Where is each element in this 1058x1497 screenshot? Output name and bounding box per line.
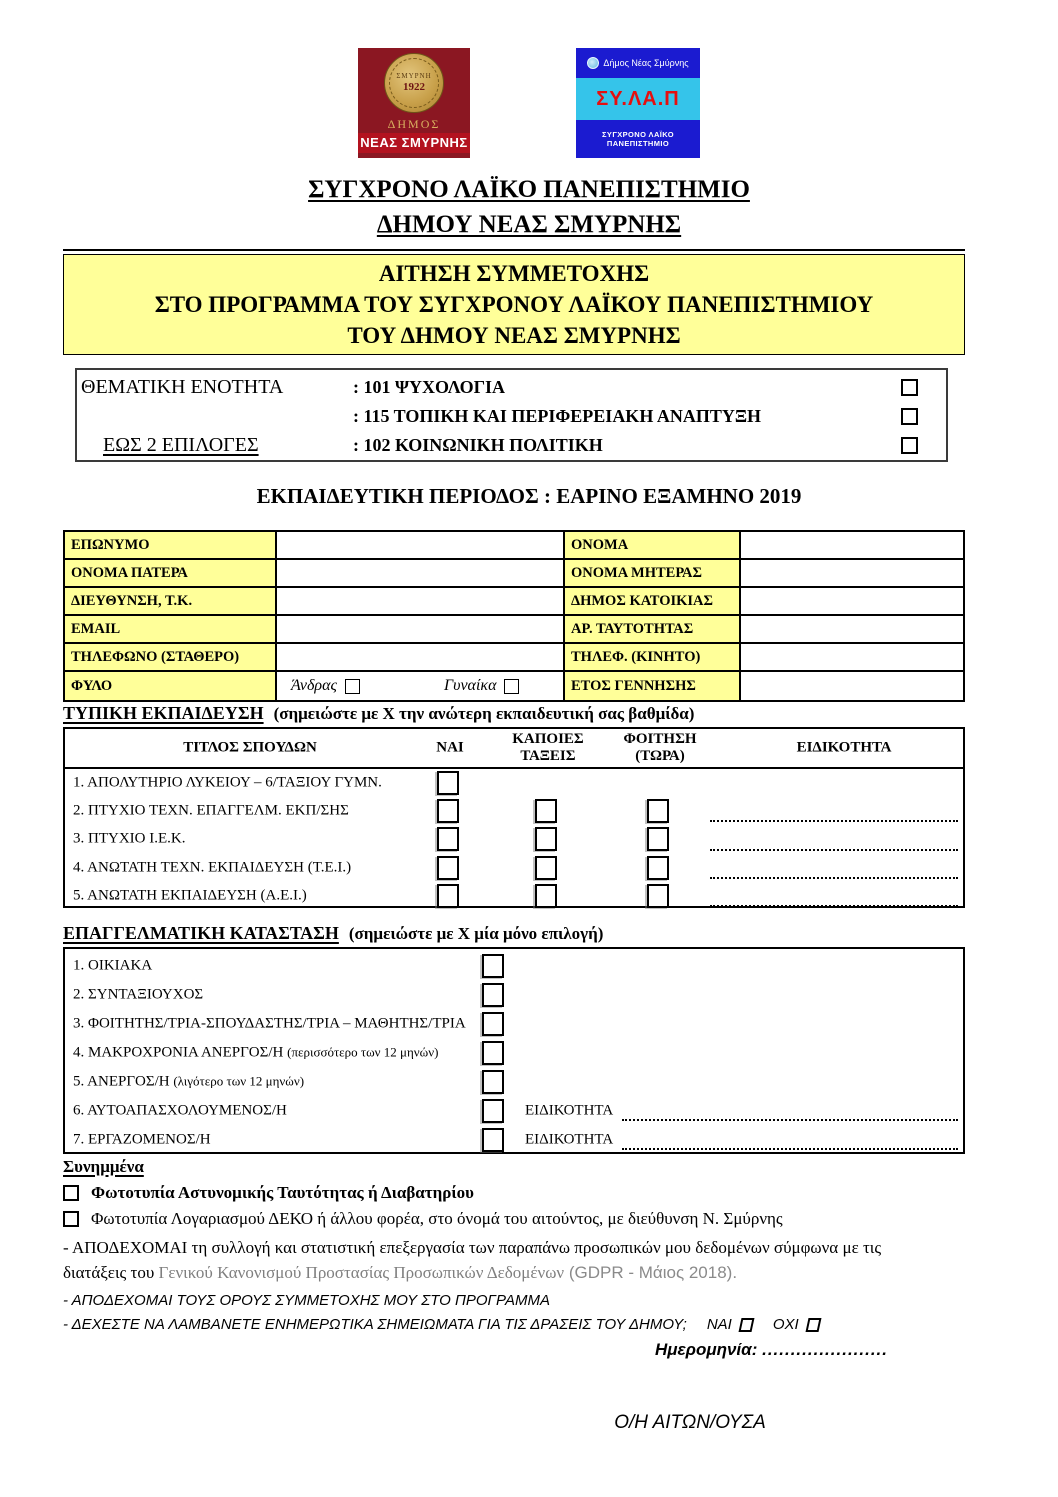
sylap-emblem-icon xyxy=(587,57,599,69)
thematic-option-text: : 115 ΤΟΠΙΚΗ ΚΑΙ ΠΕΡΙΦΕΡΕΙΑΚΗ ΑΝΑΠΤΥΞΗ xyxy=(353,406,762,426)
thematic-option-checkbox[interactable] xyxy=(901,379,918,396)
thematic-section-box xyxy=(75,368,948,462)
occupation-title-hint: (σημειώστε με Χ μία μόνο επιλογή) xyxy=(348,924,604,943)
occupation-row-note: (λιγότερο των 12 μηνών) xyxy=(173,1073,305,1088)
personal-input-cell[interactable] xyxy=(741,588,963,616)
personal-field-label: ΕΠΩΝΥΜΟ xyxy=(65,532,277,560)
gdpr-text-part1: - ΑΠΟΔΕΧΟΜΑΙ τη συλλογή και στατιστική επεξεργασία των παραπάνω προσωπικών μου δεδομένων σύμφωνα με τις διατάξεις του xyxy=(63,1238,882,1282)
education-yes-checkbox[interactable] xyxy=(437,856,459,880)
sylap-logo-acronym: ΣΥ.ΛΑ.Π xyxy=(576,78,700,120)
occupation-checkbox[interactable] xyxy=(482,983,504,1007)
terms-consent-text: - ΑΠΟΔΕΧΟΜΑΙ ΤΟΥΣ ΟΡΟΥΣ ΣΥΜΜΕΤΟΧΗΣ ΜΟΥ ΣΤΟ ΠΡΟΓΡΑΜΜΑ xyxy=(63,1292,550,1309)
gender-female-label: Γυναίκα xyxy=(444,677,497,694)
occupation-row-note: (περισσότερο των 12 μηνών) xyxy=(287,1044,439,1059)
personal-field-label: EMAIL xyxy=(65,616,277,644)
education-header-some-classes: ΚΑΠΟΙΕΣ ΤΑΞΕΙΣ xyxy=(512,730,584,764)
thematic-option-text: : 102 ΚΟΙΝΩΝΙΚΗ ΠΟΛΙΤΙΚΗ xyxy=(353,435,603,455)
personal-field-label: ΔΗΜΟΣ ΚΑΤΟΙΚΙΑΣ xyxy=(565,588,741,616)
sylap-logo-header xyxy=(576,48,700,78)
thematic-option-checkbox[interactable] xyxy=(901,437,918,454)
thematic-option-row xyxy=(77,402,946,431)
education-row-label: 1. ΑΠΟΛΥΤΗΡΙΟ ΛΥΚΕΙΟΥ – 6/ΤΑΞΙΟΥ ΓΥΜΝ. xyxy=(73,774,382,791)
occupation-specialty-label: ΕΙΔΙΚΟΤΗΤΑ xyxy=(525,1131,614,1147)
personal-field-label: ΦΥΛΟ xyxy=(65,672,277,700)
sylap-logo-municipality: Δήμος Νέας Σμύρνης xyxy=(603,58,689,68)
education-row-label: 3. ΠΤΥΧΙΟ Ι.Ε.Κ. xyxy=(73,830,186,847)
date-label: Ημερομηνία: xyxy=(655,1340,758,1359)
occupation-row-label: 1. ΟΙΚΙΑΚΑ xyxy=(73,957,153,973)
personal-input-cell[interactable] xyxy=(277,616,565,644)
occupation-checkbox[interactable] xyxy=(482,1070,504,1094)
education-table-header xyxy=(65,729,963,769)
application-box-line1: ΑΙΤΗΣΗ ΣΥΜΜΕΤΟΧΗΣ xyxy=(378,261,650,286)
personal-field-label: ΤΗΛΕΦΩΝΟ (ΣΤΑΘΕΡΟ) xyxy=(65,644,277,672)
occupation-row xyxy=(65,980,963,1009)
newsletter-no-label: ΟΧΙ xyxy=(772,1316,799,1333)
attachment-id-label: Φωτοτυπία Αστυνομικής Ταυτότητας ή Διαβατηρίου xyxy=(91,1183,474,1202)
education-title-text: ΤΥΠΙΚΗ ΕΚΠΑΙΔΕΥΣΗ xyxy=(63,703,264,723)
gender-input-cell xyxy=(277,672,565,700)
occupation-title-text: ΕΠΑΓΓΕΛΜΑΤΙΚΗ ΚΑΤΑΣΤΑΣΗ xyxy=(63,923,339,943)
newsletter-yes-checkbox[interactable] xyxy=(738,1318,754,1332)
municipality-logo-line2: ΝΕΑΣ ΣΜΥΡΝΗΣ xyxy=(358,133,470,153)
occupation-checkbox[interactable] xyxy=(482,1128,504,1152)
thematic-option-checkbox[interactable] xyxy=(901,408,918,425)
education-header-attending: ΦΟΙΤΗΣΗ (ΤΩΡΑ) xyxy=(623,730,697,764)
occupation-checkbox[interactable] xyxy=(482,1041,504,1065)
specialty-dotted-line[interactable] xyxy=(710,849,958,851)
occupation-specialty-label: ΕΙΔΙΚΟΤΗΤΑ xyxy=(525,1102,614,1118)
occupation-row-label: 7. ΕΡΓΑΖΟΜΕΝΟΣ/Η xyxy=(73,1131,211,1147)
newsletter-question: - ΔΕΧΕΣΤΕ ΝΑ ΛΑΜΒΑΝΕΤΕ ΕΝΗΜΕΡΩΤΙΚΑ ΣΗΜΕΙΩΜΑΤΑ ΓΙΑ ΤΙΣ ΔΡΑΣΕΙΣ ΤΟΥ ΔΗΜΟΥ; xyxy=(63,1316,687,1333)
occupation-checkbox[interactable] xyxy=(482,954,504,978)
occupation-checkbox[interactable] xyxy=(482,1099,504,1123)
attachment-id-checkbox[interactable] xyxy=(63,1185,79,1201)
education-attending-checkbox[interactable] xyxy=(647,827,669,851)
attachments-section xyxy=(63,1157,965,1333)
education-yes-checkbox[interactable] xyxy=(437,884,459,908)
education-some-classes-checkbox[interactable] xyxy=(535,884,557,908)
page-title-line1: ΣΥΓΧΡΟΝΟ ΛΑΪΚΟ ΠΑΝΕΠΙΣΤΗΜΙΟ xyxy=(308,176,750,203)
education-header-degree: ΤΙΤΛΟΣ ΣΠΟΥΔΩΝ xyxy=(183,739,317,756)
thematic-option-row xyxy=(77,373,946,402)
thematic-section-label: ΘΕΜΑΤΙΚΗ ΕΝΟΤΗΤΑ xyxy=(81,376,284,398)
education-row-label: 2. ΠΤΥΧΙΟ ΤΕΧΝ. ΕΠΑΓΓΕΛΜ. ΕΚΠ/ΣΗΣ xyxy=(73,802,349,819)
personal-input-cell[interactable] xyxy=(741,616,963,644)
specialty-dotted-line[interactable] xyxy=(710,820,958,822)
education-attending-checkbox[interactable] xyxy=(647,856,669,880)
personal-field-label: ΟΝΟΜΑ ΜΗΤΕΡΑΣ xyxy=(565,560,741,588)
personal-field-label: ΔΙΕΥΘΥΝΣΗ, Τ.Κ. xyxy=(65,588,277,616)
occupation-row-label: 2. ΣΥΝΤΑΞΙΟΥΧΟΣ xyxy=(73,986,204,1002)
occupation-row xyxy=(65,1038,963,1067)
education-attending-checkbox[interactable] xyxy=(647,884,669,908)
education-row-label: 4. ΑΝΩΤΑΤΗ ΤΕΧΝ. ΕΚΠΑΙΔΕΥΣΗ (Τ.Ε.Ι.) xyxy=(73,859,352,876)
education-row xyxy=(65,825,963,853)
personal-input-cell[interactable] xyxy=(741,644,963,672)
seal-year: 1922 xyxy=(403,81,425,93)
occupation-checkbox[interactable] xyxy=(482,1012,504,1036)
education-row xyxy=(65,797,963,825)
occupation-row xyxy=(65,951,963,980)
education-row xyxy=(65,854,963,882)
personal-field-label: ΟΝΟΜΑ ΠΑΤΕΡΑ xyxy=(65,560,277,588)
attachment-row-utility-bill xyxy=(63,1206,965,1232)
application-title-box xyxy=(63,254,965,355)
sylap-logo-fullname: ΣΥΓΧΡΟΝΟ ΛΑΪΚΟ ΠΑΝΕΠΙΣΤΗΜΙΟ xyxy=(602,130,674,148)
education-some-classes-checkbox[interactable] xyxy=(535,799,557,823)
occupation-row-label: 4. ΜΑΚΡΟΧΡΟΝΙΑ ΑΝΕΡΓΟΣ/Η (περισσότερο των 12 μηνών) xyxy=(73,1044,439,1060)
education-row xyxy=(65,769,963,797)
occupation-box xyxy=(63,947,965,1154)
occupation-specialty-dotted-line[interactable] xyxy=(622,1119,958,1121)
municipality-logo-line1: ΔΗΜΟΣ xyxy=(387,117,441,131)
municipality-seal-icon xyxy=(384,53,444,113)
application-box-line3: ΤΟΥ ΔΗΜΟΥ ΝΕΑΣ ΣΜΥΡΝΗΣ xyxy=(347,323,681,348)
personal-input-cell[interactable] xyxy=(277,588,565,616)
occupation-row xyxy=(65,1067,963,1096)
education-yes-checkbox[interactable] xyxy=(437,799,459,823)
education-some-classes-checkbox[interactable] xyxy=(535,856,557,880)
gender-female-checkbox[interactable] xyxy=(504,679,519,694)
thematic-choices-label xyxy=(81,434,353,457)
specialty-dotted-line[interactable] xyxy=(710,905,958,907)
education-header-specialty: ΕΙΔΙΚΟΤΗΤΑ xyxy=(796,739,892,756)
education-yes-checkbox[interactable] xyxy=(437,771,459,795)
personal-field-label: ΟΝΟΜΑ xyxy=(565,532,741,560)
thematic-option-text: : 101 ΨΥΧΟΛΟΓΙΑ xyxy=(353,377,506,397)
seal-text: ΣΜΥΡΝΗ xyxy=(396,72,432,80)
education-table-body xyxy=(65,769,963,910)
education-row xyxy=(65,882,963,910)
page-title xyxy=(0,172,1058,242)
personal-field-label: ΕΤΟΣ ΓΕΝΝΗΣΗΣ xyxy=(565,672,741,700)
attachment-bill-label: Φωτοτυπία Λογαριασμού ΔΕΚΟ ή άλλου φορέα, στο όνομά του αιτούντος, με διεύθυνση Ν. Σμύρνης xyxy=(91,1209,783,1228)
gender-male-checkbox[interactable] xyxy=(345,679,360,694)
date-fill-in[interactable]: ...................... xyxy=(762,1340,889,1359)
thematic-choices-label-text: ΕΩΣ 2 ΕΠΙΛΟΓΕΣ xyxy=(103,434,259,456)
attachment-bill-checkbox[interactable] xyxy=(63,1211,79,1227)
thematic-option-row xyxy=(77,431,946,460)
personal-input-cell[interactable] xyxy=(277,644,565,672)
gender-male-label: Άνδρας xyxy=(291,677,337,694)
education-period-heading: ΕΚΠΑΙΔΕΥΤΙΚΗ ΠΕΡΙΟΔΟΣ : ΕΑΡΙΝΟ ΕΞΑΜΗΝΟ 2019 xyxy=(256,484,802,508)
personal-field-label: ΑΡ. ΤΑΥΤΟΤΗΤΑΣ xyxy=(565,616,741,644)
personal-input-cell[interactable] xyxy=(277,560,565,588)
date-line xyxy=(655,1340,888,1360)
occupation-row-label: 3. ΦΟΙΤΗΤΗΣ/ΤΡΙΑ-ΣΠΟΥΔΑΣΤΗΣ/ΤΡΙΑ – ΜΑΘΗΤΗΣ/ΤΡΙΑ xyxy=(73,1015,466,1031)
sylap-logo xyxy=(576,48,700,158)
municipality-logo xyxy=(358,48,470,158)
education-title-hint: (σημειώστε με Χ την ανώτερη εκπαιδευτική σας βαθμίδα) xyxy=(273,704,695,723)
gdpr-consent-text xyxy=(63,1235,943,1285)
personal-input-cell[interactable] xyxy=(741,532,963,560)
education-header-yes: ΝΑΙ xyxy=(436,739,464,756)
newsletter-yes-label: ΝΑΙ xyxy=(706,1316,732,1333)
page-title-line2: ΔΗΜΟΥ ΝΕΑΣ ΣΜΥΡΝΗΣ xyxy=(376,211,682,238)
personal-info-table xyxy=(63,530,965,702)
education-row-label: 5. ΑΝΩΤΑΤΗ ΕΚΠΑΙΔΕΥΣΗ (Α.Ε.Ι.) xyxy=(73,887,307,904)
signature-label: Ο/Η ΑΙΤΩΝ/ΟΥΣΑ xyxy=(614,1412,766,1433)
personal-field-label: ΤΗΛΕΦ. (ΚΙΝΗΤΟ) xyxy=(565,644,741,672)
personal-input-cell[interactable] xyxy=(277,532,565,560)
occupation-row xyxy=(65,1009,963,1038)
education-attending-checkbox[interactable] xyxy=(647,799,669,823)
occupation-section-title xyxy=(63,923,603,944)
personal-input-cell[interactable] xyxy=(741,560,963,588)
personal-input-cell[interactable] xyxy=(741,672,963,700)
newsletter-no-checkbox[interactable] xyxy=(805,1318,821,1332)
specialty-dotted-line[interactable] xyxy=(710,877,958,879)
education-section-title xyxy=(63,703,694,724)
divider-rule xyxy=(63,249,965,251)
occupation-row-label: 6. ΑΥΤΟΑΠΑΣΧΟΛΟΥΜΕΝΟΣ/Η xyxy=(73,1102,287,1118)
occupation-row-label: 5. ΑΝΕΡΓΟΣ/Η (λιγότερο των 12 μηνών) xyxy=(73,1073,305,1089)
education-yes-checkbox[interactable] xyxy=(437,827,459,851)
education-some-classes-checkbox[interactable] xyxy=(535,827,557,851)
gdpr-text-part2: Γενικού Κανονισμού Προστασίας Προσωπικών Δεδομένων xyxy=(158,1263,565,1282)
occupation-specialty-dotted-line[interactable] xyxy=(622,1148,958,1150)
education-table xyxy=(63,727,965,908)
gdpr-text-part3: (GDPR - Μάιος 2018). xyxy=(564,1263,738,1282)
header-logos xyxy=(0,48,1058,158)
attachment-row-id-copy xyxy=(63,1180,965,1206)
occupation-row xyxy=(65,1125,963,1154)
occupation-row xyxy=(65,1096,963,1125)
application-box-line2: ΣΤΟ ΠΡΟΓΡΑΜΜΑ ΤΟΥ ΣΥΓΧΡΟΝΟΥ ΛΑΪΚΟΥ ΠΑΝΕΠΙΣΤΗΜΙΟΥ xyxy=(154,292,874,317)
newsletter-consent-row xyxy=(63,1316,965,1333)
attachments-title: Συνημμένα xyxy=(63,1157,144,1176)
